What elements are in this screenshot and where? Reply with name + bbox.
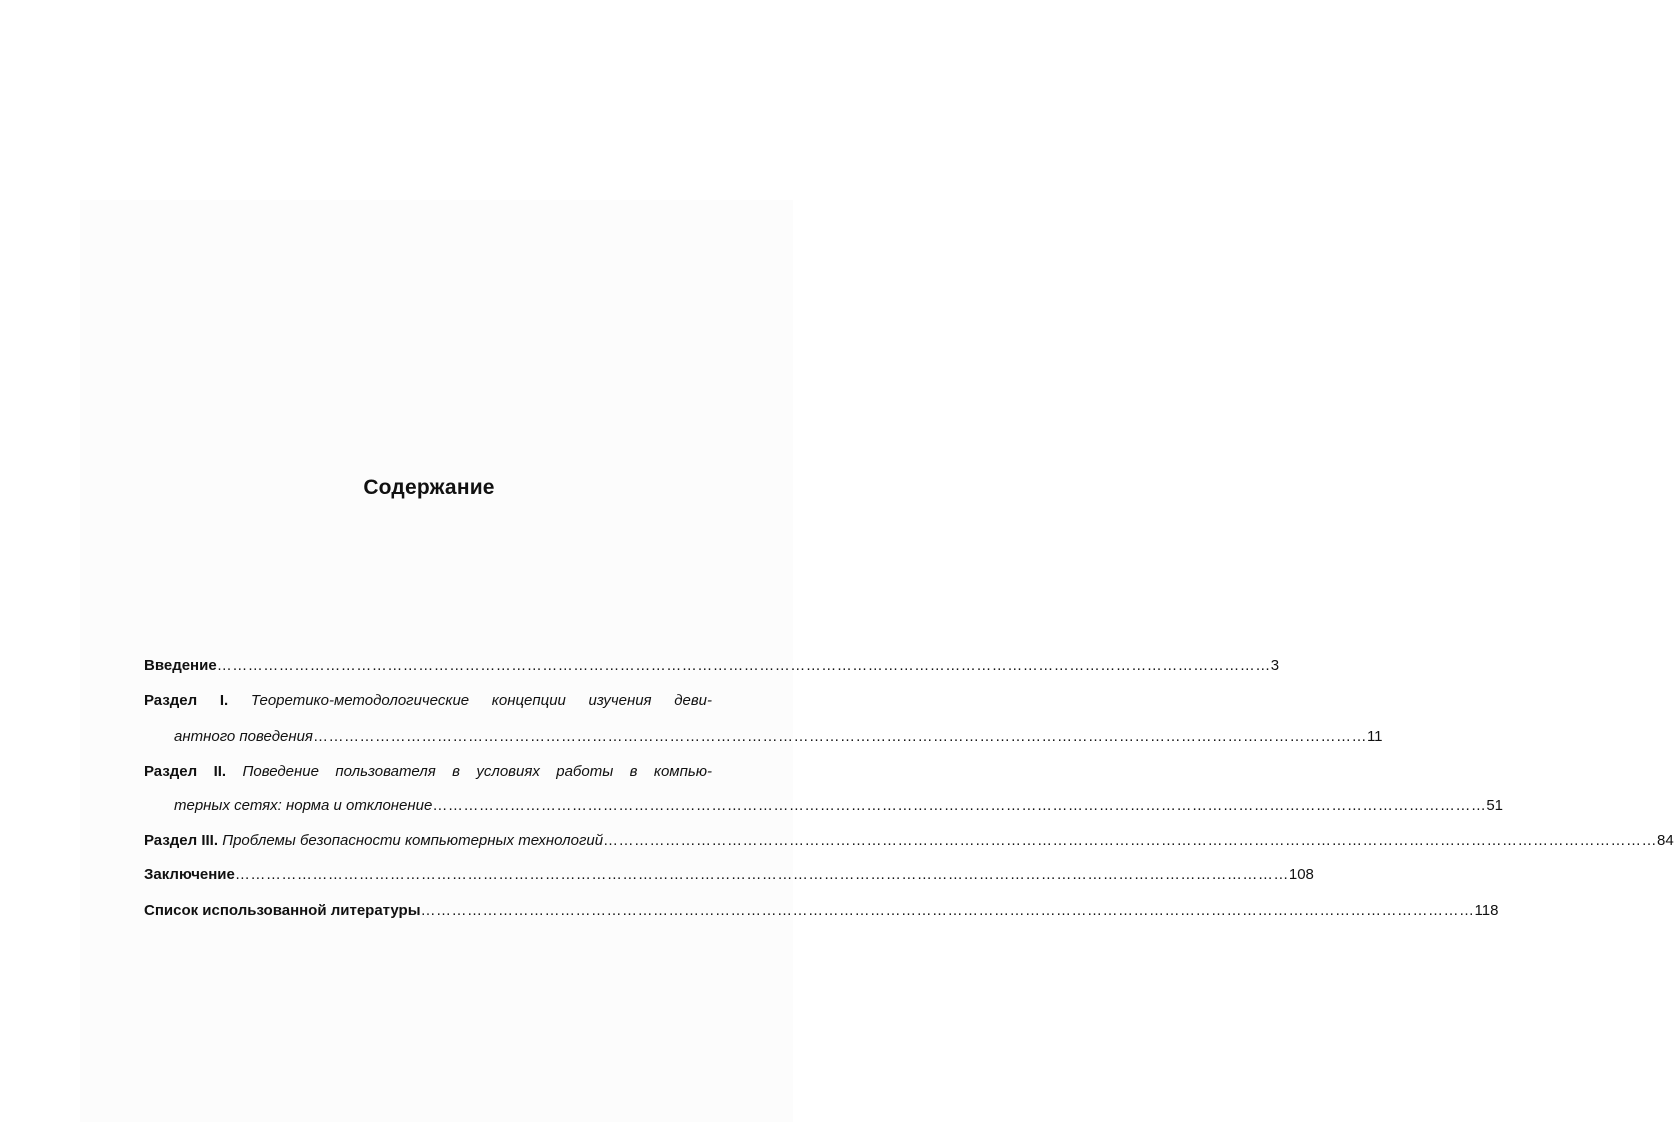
toc-entry-section-1-continuation[interactable] (174, 726, 1383, 750)
toc-page-number: 3 (1270, 657, 1280, 674)
toc-entry-section-3[interactable] (144, 830, 1674, 854)
toc-heading: Содержание (363, 476, 495, 499)
toc-entry-label: Введение (144, 657, 217, 674)
toc-entry-title-line-2: антного поведения (174, 728, 313, 745)
toc-page-number: 51 (1486, 797, 1504, 814)
dot-leader: …………………………………………………………………………………………………………………………………………………………………………………… (603, 832, 1658, 849)
toc-page-number: 84 (1657, 832, 1674, 849)
dot-leader: …………………………………………………………………………………………………………………………………………………………………………………… (216, 657, 1271, 674)
toc-entry-label: Раздел I. (144, 692, 229, 709)
dot-leader: …………………………………………………………………………………………………………………………………………………………………………………… (432, 797, 1487, 814)
toc-entry-label: Заключение (144, 866, 235, 883)
toc-entry-title-line-1: Поведение пользователя в условиях работы в компью- (242, 763, 712, 780)
dot-leader: …………………………………………………………………………………………………………………………………………………………………………………… (420, 902, 1475, 919)
toc-entry-section-2-continuation[interactable] (174, 795, 1504, 819)
toc-entry-title-line-1: Теоретико-методологические концепции изучения деви- (250, 692, 713, 709)
toc-entry-conclusion[interactable] (144, 864, 1314, 888)
toc-page-number: 108 (1288, 866, 1314, 883)
dot-leader: …………………………………………………………………………………………………………………………………………………………………………………… (234, 866, 1289, 883)
toc-entry-references[interactable] (144, 900, 1499, 924)
toc-page-number: 118 (1474, 902, 1499, 919)
toc-entry-label: Раздел III. (144, 832, 219, 849)
toc-entry-title-line-1: Проблемы безопасности компьютерных технологий (222, 832, 604, 849)
toc-page-number: 11 (1366, 728, 1383, 745)
toc-entry-label: Раздел II. (144, 763, 227, 780)
toc-entry-title-line-2: терных сетях: норма и отклонение (174, 797, 433, 814)
dot-leader: …………………………………………………………………………………………………………………………………………………………………………………… (312, 728, 1367, 745)
toc-entry-label: Список использованной литературы (144, 902, 421, 919)
toc-entry-intro[interactable] (144, 655, 1280, 679)
toc-entry-section-2[interactable] (144, 761, 712, 785)
toc-entry-section-1[interactable] (144, 690, 712, 714)
